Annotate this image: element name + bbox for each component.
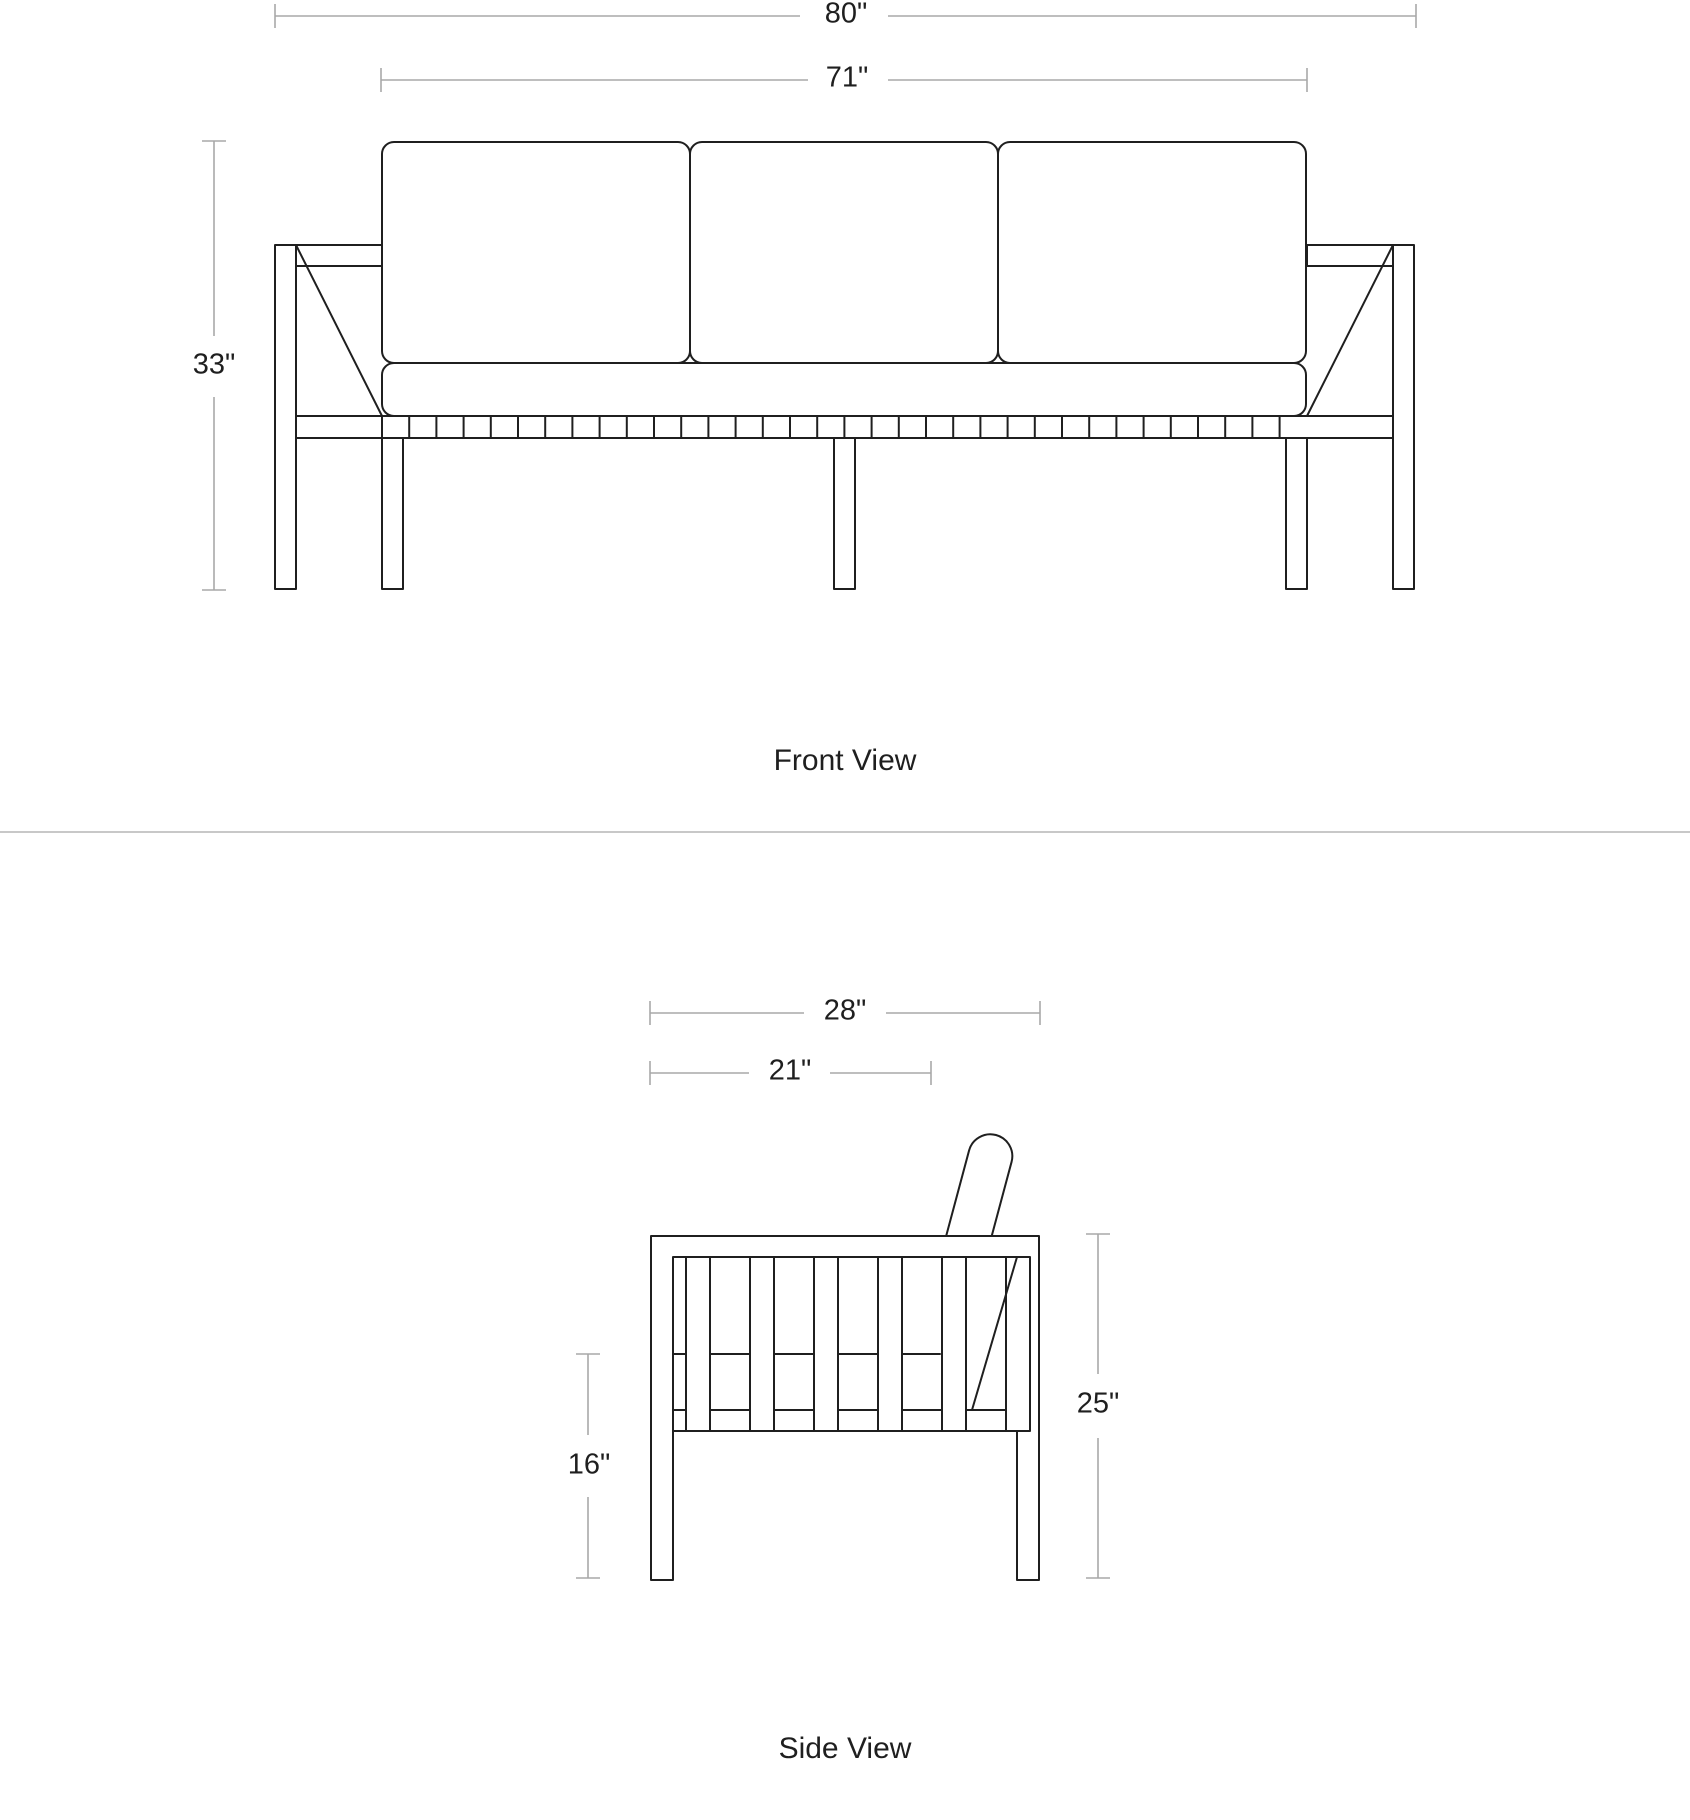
left-arm-rail — [296, 245, 382, 266]
left-outer-leg — [275, 245, 296, 589]
front-view-caption: Front View — [773, 743, 917, 777]
side-slat — [878, 1257, 902, 1431]
seat-height-label: 16" — [567, 1448, 611, 1481]
sofa-front-drawing — [275, 142, 1414, 589]
seat-cushion — [382, 363, 1306, 416]
dimension-height — [193, 141, 236, 590]
dimension-overall-depth — [650, 995, 1040, 1027]
arm-height-label: 25" — [1076, 1387, 1120, 1420]
seat-width-label: 71" — [825, 61, 869, 94]
side-view-caption: Side View — [778, 1731, 912, 1765]
left-inner-leg — [382, 438, 403, 589]
right-inner-leg — [1286, 438, 1307, 589]
back-cushion-right — [998, 142, 1306, 363]
sofa-side-drawing — [651, 1129, 1039, 1580]
back-cushion-center — [690, 142, 998, 363]
overall-depth-label: 28" — [823, 994, 867, 1027]
dimension-seat-width — [381, 62, 1307, 94]
right-outer-leg — [1393, 245, 1414, 589]
height-label: 33" — [192, 348, 236, 381]
seat-depth-label: 21" — [768, 1054, 812, 1087]
right-arm-rail — [1307, 245, 1393, 266]
overall-width-label: 80" — [824, 0, 868, 30]
side-view — [568, 995, 1120, 1765]
front-view — [193, 0, 1416, 777]
dimension-overall-width — [275, 0, 1416, 30]
side-slat — [814, 1257, 838, 1431]
dimension-arm-height — [1077, 1234, 1120, 1578]
dimension-seat-height — [568, 1354, 611, 1578]
dimension-seat-depth — [650, 1055, 931, 1087]
side-slat — [942, 1257, 966, 1431]
center-leg — [834, 438, 855, 589]
side-slat — [750, 1257, 774, 1431]
back-cushion-left — [382, 142, 690, 363]
side-slat — [686, 1257, 710, 1431]
